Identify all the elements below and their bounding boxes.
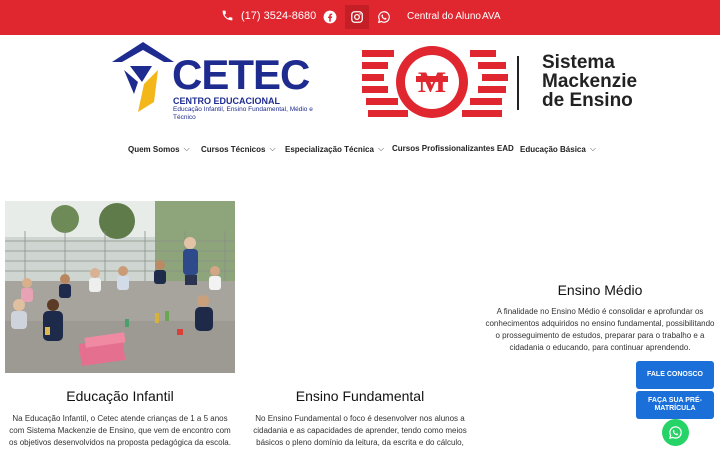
chevron-down-icon: ⌵ [269,144,276,153]
nav-item-label: Cursos Profissionalizantes EAD [392,144,514,153]
phone-contact[interactable] [221,9,316,22]
mackenzie-line-3: de Ensino [542,90,633,111]
logo-divider [517,56,519,110]
mackenzie-mark: M [417,66,447,99]
whatsapp-link[interactable] [372,5,396,29]
fundamental-text: No Ensino Fundamental o foco é desenvolver nos alunos a cidadania e as capacidades de aprender, tendo como meios básicos o pleno domínio da leitura, da escrita e do cálculo, [253,414,467,447]
infantil-text: Na Educação Infantil, o Cetec atende crianças de 1 a 5 anos com Sistema Mackenzie de Ensino, que vem de encontro com os objetivos desenvolvidos na proposta pedagógica da escola. [9,414,231,447]
mackenzie-wordmark [542,53,637,110]
whatsapp-icon [668,425,683,440]
chevron-down-icon: ⌵ [377,144,385,153]
instagram-icon [350,10,364,24]
whatsapp-icon [377,10,391,24]
chevron-down-icon: ⌵ [183,144,190,153]
chevron-down-icon: ⌵ [589,144,596,153]
medio-title: Ensino Médio [557,282,643,298]
cetec-subtitle: CENTRO EDUCACIONAL [173,96,280,106]
nav-item-label: Educação Básica [520,144,586,154]
ava-link[interactable]: AVA [482,11,501,22]
contact-button[interactable]: FALE CONOSCO [636,361,714,389]
fundamental-title: Ensino Fundamental [295,388,425,404]
cetec-emblem-icon [112,42,174,114]
nav-item-cursos-ead[interactable] [392,144,514,153]
mackenzie-line-2: Mackenzie [542,71,638,92]
main-nav [0,144,720,158]
nav-item-cursos-tecnicos[interactable] [201,144,276,154]
infantil-title: Educação Infantil [66,388,174,404]
instagram-link[interactable] [345,5,369,29]
nav-item-label: Quem Somos [128,144,180,154]
facebook-icon [323,10,337,24]
phone-number: (17) 3524-8680 [241,9,317,22]
phone-icon [221,9,234,22]
pre-enrollment-button[interactable]: FAÇA SUA PRÉ-MATRÍCULA [636,391,714,419]
nav-item-especializacao-tecnica[interactable] [285,144,384,154]
cetec-logo[interactable] [110,42,320,127]
mackenzie-logo[interactable] [362,42,646,122]
top-bar [0,0,720,35]
nav-item-label: Cursos Técnicos [201,144,266,154]
whatsapp-float-button[interactable] [662,419,689,446]
nav-item-quem-somos[interactable] [128,144,190,154]
medio-text: A finalidade no Ensino Médio é consolidar e aprofundar os conhecimentos adquiridos no ensino fundamental, possibilitando o prosseguimento de estudos, preparar para o trabalho e a cidadania o educando, para continuar aprendendo. [485,307,715,352]
nav-item-label: Especialização Técnica [285,144,374,154]
mackenzie-line-1: Sistema [542,52,615,73]
student-portal-link[interactable]: Central do Aluno [407,11,481,22]
cetec-wordmark: CETEC [172,51,310,98]
nav-item-educacao-basica[interactable] [520,144,596,154]
cetec-description: Educação Infantil, Ensino Fundamental, Médio e Técnico [173,106,313,121]
infantil-photo [5,201,235,373]
facebook-link[interactable] [318,5,342,29]
